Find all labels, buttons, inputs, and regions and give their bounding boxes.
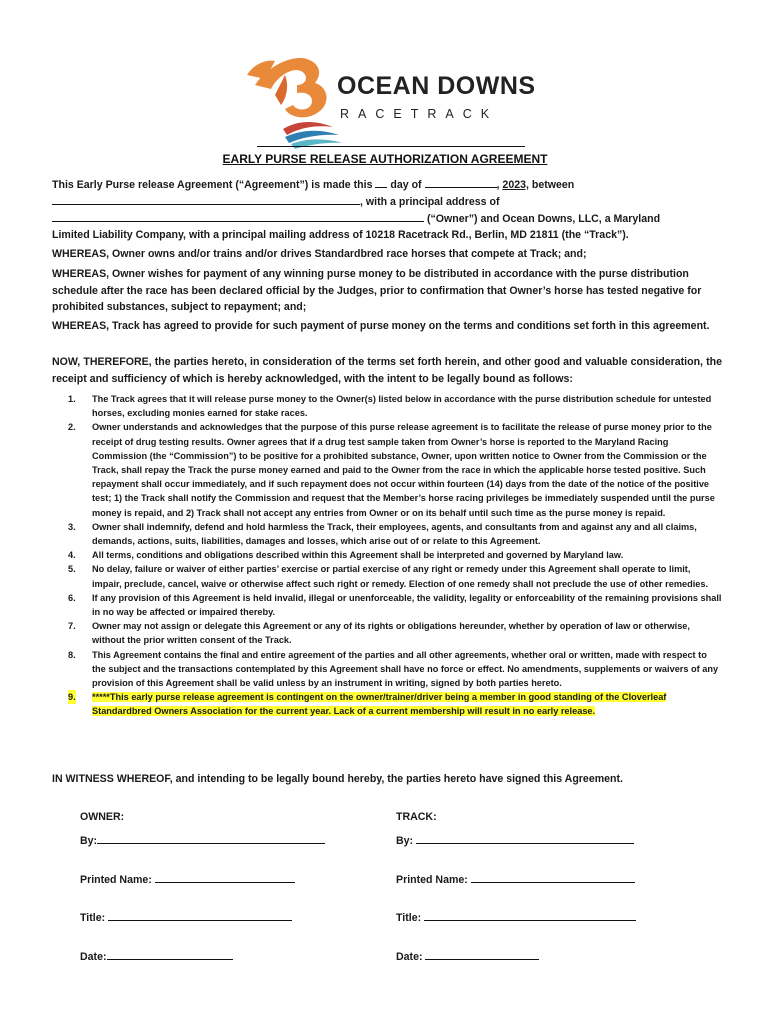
list-item: 5. No delay, failure or waiver of either parties’ exercise or partial exercise of any right or remedy under this Agreement shall operate to limit, impair, preclude, cancel, waive or otherwise affect such right or remedy. Election of one remedy shall not preclude the use of other remedies.: [68, 564, 709, 589]
track-date-label: Date:: [396, 951, 423, 963]
ocean-downs-logo: [245, 45, 535, 150]
list-item: 2. Owner understands and acknowledges that the purpose of this purse release agreement is to facilitate the release of purse money prior to the receipt of drug testing results. Owner agrees that if a drug test sample taken from Owner’s horse is reported to the Maryland Racing Commission (the “Commission”) to be positive for a prohibited substance, Owner, upon written notice to Owner from the Commission or the Track, shall repay the Track the purse money earned and paid to the Owner from the race in which the applicable horse tested positive. Such repayment shall occur immediately, and if such repayment does not occur within fourteen (14) days from the date of the notice of the positive test; 1) the Track shall notify the Commission and request that the Member’s horse racing privileges be immediately suspended until the purse money is repaid, and 2) Track shall not accept any entries from Owner or on its behalf until such time as the purse money is repaid.: [68, 422, 715, 518]
intro-year: 2023,: [502, 179, 529, 191]
owner-printed-name-field[interactable]: [155, 871, 295, 883]
track-printed-name-row: [396, 871, 635, 886]
intro-text-1c: between: [528, 179, 575, 191]
intro-line-4: Limited Liability Company, with a principal mailing address of 10218 Racetrack Rd., Berlin, MD 21811 (the “Track”).: [52, 229, 629, 241]
month-field[interactable]: [425, 176, 497, 188]
day-field[interactable]: [375, 176, 387, 188]
list-item: 1. The Track agrees that it will release purse money to the Owner(s) listed below in accordance with the purse distribution schedule for untested horses, excluding monies earned for stake races.: [68, 394, 712, 419]
owner-date-label: Date:: [80, 951, 107, 963]
track-by-row: [396, 832, 634, 847]
track-title-row: [396, 909, 636, 924]
track-by-label: By:: [396, 835, 414, 847]
track-title-field[interactable]: [424, 909, 636, 921]
logo-subtitle: RACETRACK: [340, 107, 499, 121]
intro-text-2: , with a principal address of: [360, 196, 500, 208]
list-item: 3. Owner shall indemnify, defend and hold harmless the Track, their employees, agents, and consultants from and against any and all claims, demands, actions, suits, liabilities, damages and losses, which arise out of or relate to this Agreement.: [68, 521, 697, 547]
witness-paragraph: IN WITNESS WHEREOF, and intending to be legally bound hereby, the parties hereto have signed this Agreement.: [52, 773, 623, 785]
owner-name-field[interactable]: [52, 193, 360, 205]
track-date-row: [396, 948, 539, 963]
highlighted-list-item: 9. *****This early purse release agreement is contingent on the owner/trainer/driver being a member in good standing of the Cloverleaf Standardbred Owners Association for the current year. Lack of a current membership will result in no early release.: [68, 692, 667, 717]
terms-list: [52, 392, 722, 719]
track-title-label: Title:: [396, 912, 422, 924]
intro-text-1b: day of: [387, 179, 425, 191]
track-heading: TRACK:: [396, 811, 437, 823]
owner-date-field[interactable]: [107, 948, 233, 960]
list-item: 6. If any provision of this Agreement is held invalid, illegal or unenforceable, the validity, legality or enforceability of the remaining provisions shall in no way be affected or impaired thereby.: [68, 592, 722, 618]
track-date-field[interactable]: [425, 948, 539, 960]
intro-line-2: [52, 193, 722, 210]
whereas-1: WHEREAS, Owner owns and/or trains and/or drives Standardbred race horses that compete at Track; and;: [52, 248, 587, 260]
whereas-3: WHEREAS, Track has agreed to provide for such payment of purse money on the terms and conditions set forth in this agreement.: [52, 320, 710, 332]
intro-text-1a: This Early Purse release Agreement (“Agreement”) is made this: [52, 179, 376, 191]
list-item: 4. All terms, conditions and obligations described within this Agreement shall be interpreted and governed by Maryland law.: [68, 550, 624, 561]
track-printed-name-field[interactable]: [471, 871, 635, 883]
owner-by-row: [80, 832, 325, 847]
owner-by-label: By:: [80, 835, 98, 847]
owner-printed-name-label: Printed Name:: [80, 874, 152, 886]
owner-printed-name-row: [80, 871, 295, 886]
owner-by-field[interactable]: [97, 832, 325, 844]
intro-text-3: (“Owner”) and Ocean Downs, LLC, a Maryland: [424, 213, 661, 225]
owner-date-row: [80, 948, 233, 963]
now-therefore: NOW, THEREFORE, the parties hereto, in consideration of the terms set forth herein, and other good and valuable consideration, the receipt and sufficiency of which is hereby acknowledged, with the intent to be legally bound as follows:: [52, 356, 722, 385]
intro-paragraph: [52, 176, 722, 243]
track-printed-name-label: Printed Name:: [396, 874, 468, 886]
whereas-2: WHEREAS, Owner wishes for payment of any winning purse money to be distributed in accordance with the purse distribution schedule after the race has been declared official by the Judges, prior to confirmation that Owner’s horse has tested negative for prohibited substances, subject to repayment; and;: [52, 268, 702, 313]
intro-line-1: This Early Purse release Agreement (“Agreement”) is made this day of , 2023, between: [52, 176, 722, 193]
owner-title-label: Title:: [80, 912, 106, 924]
owner-title-row: [80, 909, 292, 924]
list-item: 8. This Agreement contains the final and entire agreement of the parties and all other agreements, whether oral or written, made with respect to the subject and the transactions contemplated by this Agreement shall have no force or effect. No amendments, supplements or waivers of any provision of this Agreement shall be valid unless by an instrument in writing, signed by both parties hereto.: [68, 649, 719, 689]
logo-title: OCEAN DOWNS: [337, 72, 536, 100]
owner-heading: OWNER:: [80, 811, 125, 823]
track-by-field[interactable]: [416, 832, 634, 844]
header-rule: [257, 146, 525, 147]
list-item: 7. Owner may not assign or delegate this Agreement or any of its rights or obligations hereunder, whether by operation of law or otherwise, without the prior written consent of the Track.: [68, 621, 690, 646]
owner-title-field[interactable]: [108, 909, 292, 921]
document-title: EARLY PURSE RELEASE AUTHORIZATION AGREEMENT: [222, 152, 548, 166]
intro-line-3: [52, 210, 722, 227]
owner-address-field[interactable]: [52, 210, 424, 222]
